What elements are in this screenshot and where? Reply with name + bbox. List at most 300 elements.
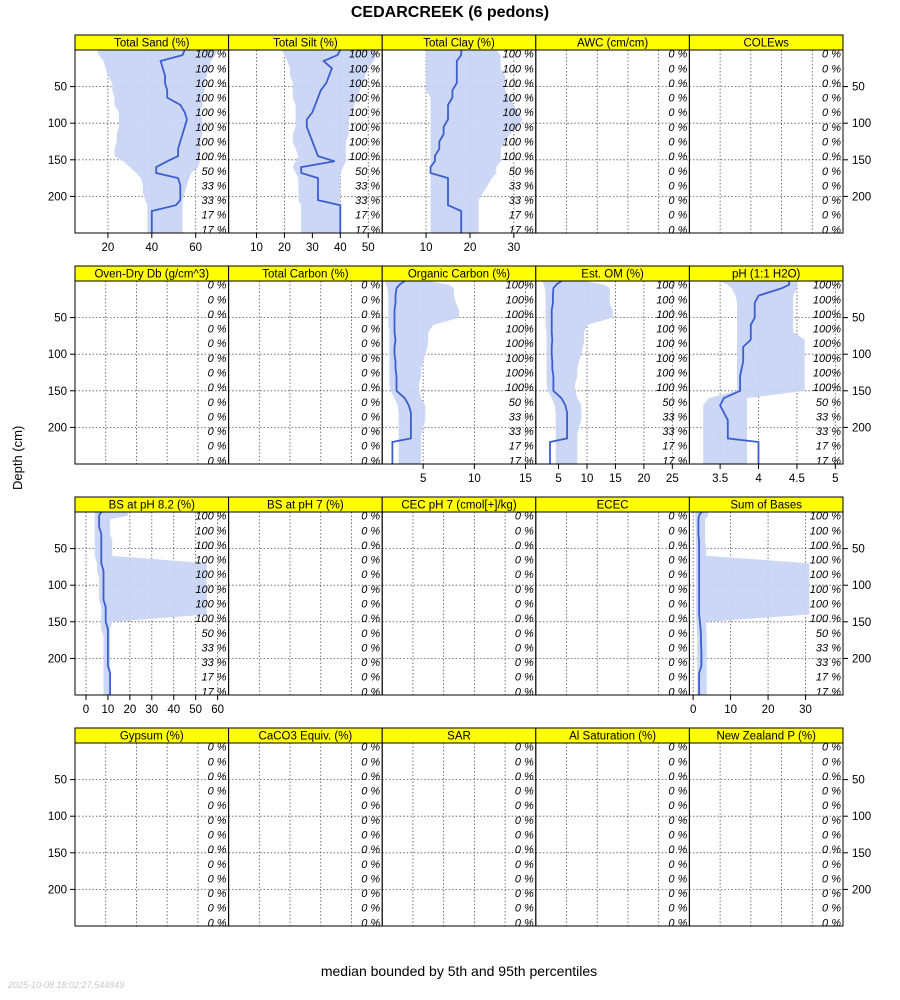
- pct-label: 100 %: [195, 107, 227, 120]
- pct-label: 100 %: [348, 136, 381, 149]
- pct-label: 0 %: [514, 554, 534, 567]
- pct-label: 100%: [812, 323, 841, 336]
- pct-label: 100%: [812, 294, 841, 307]
- y-tick-label-left: 50: [54, 312, 67, 325]
- strip-label-organic-carbon: Organic Carbon (%): [407, 268, 511, 281]
- pct-label: 0 %: [668, 151, 688, 164]
- pct-label: 0 %: [822, 902, 841, 915]
- y-tick-label-left: 150: [47, 616, 67, 629]
- x-tick-label: 10: [467, 473, 481, 485]
- pct-label: 0 %: [822, 209, 841, 222]
- pct-label: 0 %: [514, 917, 534, 930]
- pct-label: 100 %: [656, 382, 688, 395]
- pct-label: 17 %: [508, 455, 534, 468]
- pct-label: 100 %: [809, 525, 841, 538]
- pct-label: 0 %: [822, 107, 841, 120]
- y-tick-label-right: 200: [852, 191, 872, 204]
- pct-label: 0 %: [361, 525, 381, 538]
- pct-label: 0 %: [514, 858, 534, 871]
- pct-label: 0 %: [207, 829, 227, 842]
- strip-label-est-om: Est. OM (%): [581, 268, 644, 281]
- pct-label: 100 %: [195, 48, 227, 61]
- pct-label: 0 %: [668, 613, 688, 626]
- pct-label: 0 %: [361, 440, 381, 453]
- pct-label: 0 %: [668, 525, 688, 538]
- strip-label-ecec: ECEC: [596, 499, 629, 512]
- pct-label: 0 %: [514, 686, 534, 699]
- pct-label: 100 %: [195, 77, 227, 90]
- pct-label: 0 %: [668, 598, 688, 611]
- pct-label: 0 %: [361, 642, 381, 655]
- strip-label-total-clay: Total Clay (%): [423, 37, 495, 50]
- pct-label: 100 %: [656, 367, 688, 380]
- pct-label: 0 %: [668, 195, 688, 208]
- pct-label: 0 %: [361, 396, 381, 409]
- x-tick-label: 20: [761, 704, 775, 716]
- pct-label: 100 %: [656, 294, 688, 307]
- pct-label: 100%: [505, 352, 534, 365]
- pct-label: 0 %: [514, 642, 534, 655]
- pct-label: 0 %: [361, 800, 381, 813]
- pct-label: 100 %: [502, 92, 534, 105]
- pct-label: 0 %: [822, 121, 841, 134]
- pct-label: 100 %: [656, 308, 688, 321]
- pct-label: 0 %: [668, 686, 688, 699]
- pct-label: 100 %: [656, 338, 688, 351]
- strip-label-oven-dry-db-g-cm-3: Oven-Dry Db (g/cm^3): [94, 268, 210, 281]
- band-bs-at-ph-8-2: [95, 512, 207, 695]
- y-tick-label-left: 50: [54, 774, 67, 787]
- pct-label: 100 %: [195, 569, 227, 582]
- panel-border-bs-at-ph-7: [229, 512, 383, 695]
- pct-label: 0 %: [822, 917, 841, 930]
- pct-label: 33 %: [662, 426, 688, 439]
- pct-label: 0 %: [514, 583, 534, 596]
- pct-label: 17 %: [815, 686, 841, 699]
- pct-label: 0 %: [514, 873, 534, 886]
- panel-border-cec-ph-7-cmol-kg: [382, 512, 536, 695]
- pct-label: 0 %: [822, 800, 841, 813]
- x-tick-label: 5: [555, 473, 562, 485]
- pct-label: 0 %: [668, 741, 688, 754]
- y-tick-label-left: 150: [47, 385, 67, 398]
- pct-label: 0 %: [207, 411, 227, 424]
- pct-label: 100 %: [348, 63, 381, 76]
- pct-label: 100 %: [195, 525, 227, 538]
- pct-label: 0 %: [668, 902, 688, 915]
- pct-label: 50 %: [815, 627, 841, 640]
- pct-label: 100%: [505, 323, 534, 336]
- pct-label: 17 %: [355, 224, 381, 237]
- pct-label: 100%: [505, 279, 534, 292]
- pct-label: 0 %: [668, 657, 688, 670]
- pct-label: 100%: [812, 279, 841, 292]
- y-tick-label-right: 50: [852, 312, 865, 325]
- pct-label: 0 %: [668, 569, 688, 582]
- strip-label-colews: COLEws: [743, 37, 789, 50]
- pct-label: 17 %: [201, 686, 227, 699]
- pct-label: 0 %: [361, 770, 381, 783]
- pct-label: 100%: [812, 382, 841, 395]
- pct-label: 0 %: [207, 756, 227, 769]
- pct-label: 100 %: [502, 63, 534, 76]
- x-tick-label: 4.5: [788, 473, 805, 485]
- chart-title: CEDARCREEK (6 pedons): [350, 4, 550, 21]
- x-tick-label: 5: [419, 473, 427, 485]
- pct-label: 100 %: [195, 63, 227, 76]
- pct-label: 100 %: [195, 510, 227, 523]
- x-tick-label: 10: [250, 242, 263, 254]
- strip-label-sum-of-bases: Sum of Bases: [730, 499, 802, 512]
- pct-label: 0 %: [361, 598, 381, 611]
- x-tick-label: 20: [463, 242, 477, 254]
- pct-label: 33 %: [355, 180, 381, 193]
- x-tick-label: 0: [82, 704, 90, 716]
- y-tick-label-right: 50: [852, 774, 865, 787]
- pct-label: 0 %: [207, 382, 227, 395]
- x-tick-label: 60: [189, 242, 203, 254]
- pct-label: 0 %: [361, 671, 381, 684]
- y-tick-label-right: 200: [852, 884, 872, 897]
- x-tick-label: 15: [609, 473, 622, 485]
- x-tick-label: 10: [101, 704, 115, 716]
- pct-label: 0 %: [361, 844, 381, 857]
- panel-border-gypsum: [75, 743, 229, 926]
- pct-label: 0 %: [668, 829, 688, 842]
- pct-label: 0 %: [668, 873, 688, 886]
- pct-label: 0 %: [822, 844, 841, 857]
- pct-label: 33 %: [355, 195, 381, 208]
- pct-label: 0 %: [514, 844, 534, 857]
- pct-label: 17 %: [815, 440, 841, 453]
- pct-label: 0 %: [668, 671, 688, 684]
- y-tick-label-left: 100: [47, 580, 67, 593]
- x-tick-label: 20: [637, 473, 651, 485]
- pct-label: 50 %: [662, 396, 688, 409]
- pct-label: 100 %: [195, 539, 227, 552]
- x-tick-label: 10: [419, 242, 433, 254]
- pct-label: 0 %: [822, 858, 841, 871]
- y-tick-label-right: 150: [852, 385, 872, 398]
- pct-label: 0 %: [822, 136, 841, 149]
- strip-label-total-sand: Total Sand (%): [114, 37, 190, 50]
- strip-label-bs-at-ph-7: BS at pH 7 (%): [267, 499, 344, 512]
- pct-label: 0 %: [361, 426, 381, 439]
- pct-label: 0 %: [822, 814, 841, 827]
- pct-label: 0 %: [207, 785, 227, 798]
- pct-label: 50 %: [508, 396, 534, 409]
- pct-label: 0 %: [668, 165, 688, 178]
- x-tick-label: 5: [832, 473, 839, 485]
- x-tick-label: 10: [724, 704, 738, 716]
- x-tick-label: 20: [278, 242, 291, 254]
- pct-label: 33 %: [201, 180, 227, 193]
- pct-label: 33 %: [662, 411, 688, 424]
- pct-label: 0 %: [514, 627, 534, 640]
- y-tick-label-right: 200: [852, 422, 872, 435]
- pct-label: 100 %: [348, 121, 381, 134]
- pct-label: 0 %: [822, 180, 841, 193]
- pct-label: 0 %: [361, 411, 381, 424]
- pct-label: 100%: [505, 382, 534, 395]
- x-tick-label: 40: [145, 242, 159, 254]
- pct-label: 0 %: [361, 888, 381, 901]
- pct-label: 100 %: [348, 107, 381, 120]
- pct-label: 0 %: [822, 888, 841, 901]
- pct-label: 50 %: [815, 396, 841, 409]
- pct-label: 17 %: [662, 455, 688, 468]
- strip-label-caco3-equiv: CaCO3 Equiv. (%): [258, 730, 353, 743]
- pct-label: 0 %: [207, 396, 227, 409]
- pct-label: 0 %: [822, 741, 841, 754]
- pct-label: 100 %: [502, 151, 534, 164]
- pct-label: 0 %: [514, 598, 534, 611]
- y-tick-label-left: 50: [54, 543, 67, 556]
- pct-label: 0 %: [514, 800, 534, 813]
- pct-label: 0 %: [514, 814, 534, 827]
- strip-label-ph-1-1-h2o: pH (1:1 H2O): [732, 268, 801, 281]
- pct-label: 0 %: [207, 279, 227, 292]
- pct-label: 0 %: [668, 888, 688, 901]
- y-tick-label-right: 50: [852, 543, 865, 556]
- y-tick-label-right: 150: [852, 616, 872, 629]
- pct-label: 0 %: [361, 352, 381, 365]
- pct-label: 100 %: [502, 48, 534, 61]
- pct-label: 100 %: [809, 583, 841, 596]
- x-tick-label: 3.5: [712, 473, 729, 485]
- pct-label: 17 %: [508, 224, 534, 237]
- pct-label: 100 %: [195, 136, 227, 149]
- pct-label: 100 %: [502, 107, 534, 120]
- x-tick-label: 25: [665, 473, 679, 485]
- pct-label: 0 %: [361, 583, 381, 596]
- pct-label: 0 %: [361, 279, 381, 292]
- pct-label: 0 %: [668, 814, 688, 827]
- pct-label: 0 %: [361, 657, 381, 670]
- y-tick-label-left: 150: [47, 154, 67, 167]
- pct-label: 33 %: [201, 195, 227, 208]
- pct-label: 0 %: [361, 382, 381, 395]
- pct-label: 33 %: [201, 657, 227, 670]
- panel-border-al-saturation: [536, 743, 690, 926]
- pct-label: 100%: [812, 352, 841, 365]
- pct-label: 0 %: [668, 77, 688, 90]
- pct-label: 100 %: [195, 151, 227, 164]
- panel-border-ecec: [536, 512, 690, 695]
- pct-label: 0 %: [668, 180, 688, 193]
- pct-label: 33 %: [201, 642, 227, 655]
- pct-label: 0 %: [361, 308, 381, 321]
- pct-label: 0 %: [361, 814, 381, 827]
- pct-label: 33 %: [815, 642, 841, 655]
- pct-label: 0 %: [361, 785, 381, 798]
- pct-label: 0 %: [514, 539, 534, 552]
- pct-label: 0 %: [514, 657, 534, 670]
- pct-label: 0 %: [822, 165, 841, 178]
- pct-label: 0 %: [668, 917, 688, 930]
- y-tick-label-left: 50: [54, 81, 67, 94]
- pct-label: 0 %: [668, 92, 688, 105]
- pct-label: 100 %: [809, 554, 841, 567]
- strip-label-awc-cm-cm: AWC (cm/cm): [577, 37, 649, 50]
- pct-label: 0 %: [361, 873, 381, 886]
- pct-label: 0 %: [207, 858, 227, 871]
- panel-border-caco3-equiv: [229, 743, 383, 926]
- pct-label: 0 %: [668, 858, 688, 871]
- pct-label: 50 %: [201, 627, 227, 640]
- pct-label: 100 %: [195, 613, 227, 626]
- pct-label: 0 %: [207, 323, 227, 336]
- pct-label: 0 %: [514, 770, 534, 783]
- pct-label: 0 %: [668, 770, 688, 783]
- x-tick-label: 10: [580, 473, 594, 485]
- pct-label: 0 %: [514, 613, 534, 626]
- pct-label: 0 %: [207, 294, 227, 307]
- pct-label: 0 %: [668, 209, 688, 222]
- pct-label: 0 %: [361, 917, 381, 930]
- pct-label: 0 %: [822, 829, 841, 842]
- pct-label: 0 %: [668, 107, 688, 120]
- pct-label: 100%: [505, 308, 534, 321]
- pct-label: 0 %: [207, 352, 227, 365]
- pct-label: 0 %: [668, 800, 688, 813]
- pct-label: 50 %: [508, 165, 534, 178]
- pct-label: 0 %: [207, 338, 227, 351]
- pct-label: 0 %: [207, 308, 227, 321]
- y-tick-label-left: 100: [47, 811, 67, 824]
- pct-label: 0 %: [207, 800, 227, 813]
- pct-label: 0 %: [361, 902, 381, 915]
- pct-label: 0 %: [668, 224, 688, 237]
- pct-label: 0 %: [207, 455, 227, 468]
- y-tick-label-right: 100: [852, 118, 872, 131]
- pct-label: 17 %: [201, 209, 227, 222]
- x-tick-label: 30: [305, 242, 319, 254]
- pct-label: 0 %: [361, 741, 381, 754]
- x-tick-label: 4: [755, 473, 762, 485]
- pct-label: 0 %: [514, 756, 534, 769]
- pct-label: 0 %: [514, 888, 534, 901]
- pct-label: 0 %: [514, 902, 534, 915]
- y-tick-label-left: 200: [47, 422, 67, 435]
- pct-label: 0 %: [668, 63, 688, 76]
- pct-label: 0 %: [668, 627, 688, 640]
- pct-label: 0 %: [668, 844, 688, 857]
- pct-label: 0 %: [668, 121, 688, 134]
- pct-label: 33 %: [508, 180, 534, 193]
- pct-label: 17 %: [508, 209, 534, 222]
- y-tick-label-left: 100: [47, 349, 67, 362]
- y-tick-label-right: 100: [852, 580, 872, 593]
- pct-label: 0 %: [207, 440, 227, 453]
- y-tick-label-left: 200: [47, 653, 67, 666]
- x-tick-label: 50: [189, 704, 203, 716]
- pct-label: 33 %: [508, 426, 534, 439]
- pct-label: 0 %: [207, 814, 227, 827]
- pct-label: 0 %: [668, 785, 688, 798]
- pct-label: 0 %: [361, 539, 381, 552]
- pct-label: 100 %: [348, 48, 381, 61]
- pct-label: 0 %: [361, 367, 381, 380]
- strip-label-al-saturation: Al Saturation (%): [569, 730, 657, 743]
- pct-label: 100 %: [348, 92, 381, 105]
- pct-label: 100 %: [656, 323, 688, 336]
- pct-label: 0 %: [361, 627, 381, 640]
- pct-label: 33 %: [508, 411, 534, 424]
- pct-label: 17 %: [815, 455, 841, 468]
- pct-label: 0 %: [514, 525, 534, 538]
- pct-label: 0 %: [822, 770, 841, 783]
- pct-label: 0 %: [207, 844, 227, 857]
- pct-label: 0 %: [514, 741, 534, 754]
- pct-label: 0 %: [207, 741, 227, 754]
- pct-label: 100 %: [656, 352, 688, 365]
- x-tick-label: 40: [333, 242, 347, 254]
- x-tick-label: 30: [799, 704, 812, 716]
- pct-label: 50 %: [201, 165, 227, 178]
- pct-label: 0 %: [822, 785, 841, 798]
- y-tick-label-right: 150: [852, 847, 872, 860]
- pct-label: 0 %: [514, 569, 534, 582]
- x-tick-label: 30: [507, 242, 521, 254]
- pct-label: 0 %: [361, 829, 381, 842]
- pct-label: 0 %: [207, 426, 227, 439]
- pct-label: 0 %: [822, 92, 841, 105]
- pct-label: 0 %: [207, 917, 227, 930]
- pct-label: 17 %: [815, 671, 841, 684]
- pct-label: 0 %: [514, 671, 534, 684]
- x-tick-label: 20: [101, 242, 115, 254]
- strip-label-gypsum: Gypsum (%): [119, 730, 184, 743]
- pct-label: 0 %: [822, 63, 841, 76]
- timestamp: 2025-10-08 18:02:27.544849: [8, 980, 125, 990]
- y-axis-label: Depth (cm): [10, 425, 25, 490]
- pct-label: 17 %: [201, 224, 227, 237]
- pct-label: 0 %: [207, 770, 227, 783]
- x-tick-label: 0: [689, 704, 697, 716]
- x-tick-label: 50: [361, 242, 375, 254]
- x-tick-label: 20: [123, 704, 137, 716]
- pct-label: 100 %: [502, 121, 534, 134]
- pct-label: 100 %: [348, 151, 381, 164]
- strip-label-new-zealand-p: New Zealand P (%): [716, 730, 816, 743]
- chart-caption: median bounded by 5th and 95th percentiles: [320, 963, 598, 979]
- pct-label: 17 %: [508, 440, 534, 453]
- pct-label: 0 %: [668, 756, 688, 769]
- pct-label: 100 %: [195, 92, 227, 105]
- pct-label: 0 %: [361, 323, 381, 336]
- pct-label: 100 %: [809, 539, 841, 552]
- panel-border-new-zealand-p: [689, 743, 843, 926]
- pct-label: 100 %: [348, 77, 381, 90]
- pct-label: 0 %: [822, 873, 841, 886]
- pct-label: 0 %: [361, 455, 381, 468]
- pct-label: 0 %: [361, 294, 381, 307]
- strip-label-total-silt: Total Silt (%): [273, 37, 338, 50]
- pct-label: 100%: [812, 367, 841, 380]
- y-tick-label-right: 50: [852, 81, 865, 94]
- y-tick-label-right: 200: [852, 653, 872, 666]
- pct-label: 0 %: [361, 756, 381, 769]
- pct-label: 100%: [505, 338, 534, 351]
- pct-label: 0 %: [822, 151, 841, 164]
- pct-label: 0 %: [361, 554, 381, 567]
- pct-label: 100%: [812, 308, 841, 321]
- pct-label: 0 %: [668, 510, 688, 523]
- panel-border-oven-dry-db-g-cm-3: [75, 281, 229, 464]
- strip-label-sar: SAR: [447, 730, 471, 743]
- pct-label: 0 %: [822, 224, 841, 237]
